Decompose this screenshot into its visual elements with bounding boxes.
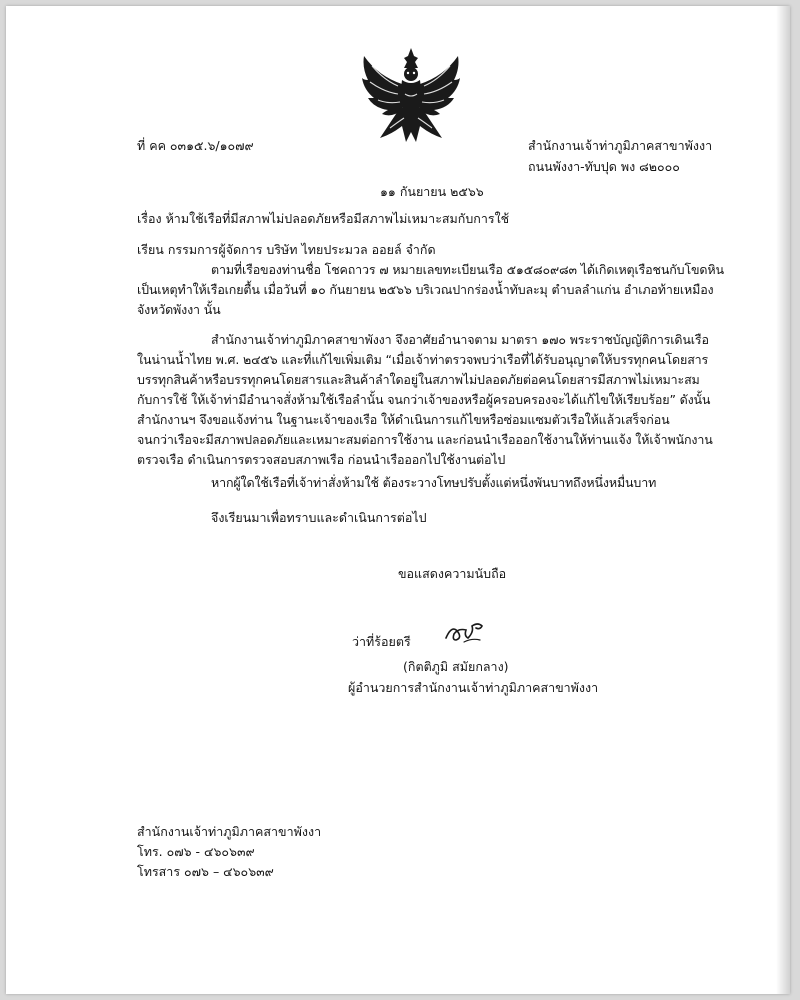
handwritten-signature [442,618,492,646]
letter-date: ๑๑ กันยายน ๒๕๖๖ [380,184,484,199]
paragraph-1-line-2: เป็นเหตุทำให้เรือเกยตื้น เมื่อวันที่ ๑๐ กันยายน ๒๕๖๖ บริเวณปากร่องน้ำทับละมุ ตำบลลำแก่น อำเภอท้ายเหมือง [137,282,714,297]
subject-line: เรื่อง ห้ามใช้เรือที่มีสภาพไม่ปลอดภัยหรือมีสภาพไม่เหมาะสมกับการใช้ [137,211,510,226]
penalty-paragraph: หากผู้ใดใช้เรือที่เจ้าท่าสั่งห้ามใช้ ต้องระวางโทษปรับตั้งแต่หนึ่งพันบาทถึงหนึ่งหมื่นบาท [211,475,657,490]
paragraph-2-line-1: สำนักงานเจ้าท่าภูมิภาคสาขาพังงา จึงอาศัยอำนาจตาม มาตรา ๑๗๐ พระราชบัญญัติการเดินเรือ [211,332,709,347]
paragraph-2-line-2: ในน่านน้ำไทย พ.ศ. ๒๔๕๖ และที่แก้ไขเพิ่มเติม “เมื่อเจ้าท่าตรวจพบว่าเรือที่ได้รับอนุญาตให้บรรทุกคนโดยสาร [137,352,709,367]
paragraph-2-line-6: จนกว่าเรือจะมีสภาพปลอดภัยและเหมาะสมต่อการใช้งาน และก่อนนำเรือออกใช้งานให้ท่านแจ้ง ให้เจ้าพนักงาน [137,432,713,447]
footer-telephone: โทร. ๐๗๖ - ๔๖๐๖๓๙ [137,844,255,859]
addressee-line: เรียน กรรมการผู้จัดการ บริษัท ไทยประมวล ออยล์ จำกัด [137,242,436,257]
salutation: ขอแสดงความนับถือ [398,566,507,581]
signer-rank: ว่าที่ร้อยตรี [352,634,411,649]
paragraph-1-line-3: จังหวัดพังงา นั้น [137,302,221,317]
signer-position: ผู้อำนวยการสำนักงานเจ้าท่าภูมิภาคสาขาพังงา [348,680,599,695]
paragraph-2-line-3: บรรทุกสินค้าหรือบรรทุกคนโดยสารและสินค้าลำใดอยู่ในสภาพไม่ปลอดภัยต่อคนโดยสารมีสภาพไม่เหมาะสม [137,372,700,387]
footer-fax: โทรสาร ๐๗๖ – ๔๖๐๖๓๙ [137,864,274,879]
garuda-emblem-icon [358,46,464,150]
page-edge-shadow [776,6,790,994]
closing-request: จึงเรียนมาเพื่อทราบและดำเนินการต่อไป [211,510,427,525]
paragraph-1-line-1: ตามที่เรือของท่านชื่อ โชคถาวร ๗ หมายเลขทะเบียนเรือ ๕๑๕๘๐๙๘๓ ได้เกิดเหตุเรือชนกับโขดหิน [211,262,724,277]
office-address: ถนนพังงา-ทับปุด พง ๘๒๐๐๐ [528,159,680,174]
letter-page [6,6,790,994]
office-name: สำนักงานเจ้าท่าภูมิภาคสาขาพังงา [528,138,713,153]
signer-name: (กิตติภูมิ สมัยกลาง) [403,659,509,674]
paragraph-2-line-4: กับการใช้ ให้เจ้าท่ามีอำนาจสั่งห้ามใช้เรือลำนั้น จนกว่าเจ้าของหรือผู้ครอบครองจะได้แก้ไขให้เรียบร้อย” ดังนั้น [137,392,711,407]
paragraph-2-line-7: ตรวจเรือ ดำเนินการตรวจสอบสภาพเรือ ก่อนนำเรือออกไปใช้งานต่อไป [137,452,506,467]
paragraph-2-line-5: สำนักงานฯ จึงขอแจ้งท่าน ในฐานะเจ้าของเรือ ให้ดำเนินการแก้ไขหรือซ่อมแซมตัวเรือให้แล้วเสร็จก่อน [137,412,670,427]
footer-office: สำนักงานเจ้าท่าภูมิภาคสาขาพังงา [137,824,322,839]
reference-number: ที่ คค ๐๓๑๕.๖/๑๐๗๙ [137,138,254,153]
